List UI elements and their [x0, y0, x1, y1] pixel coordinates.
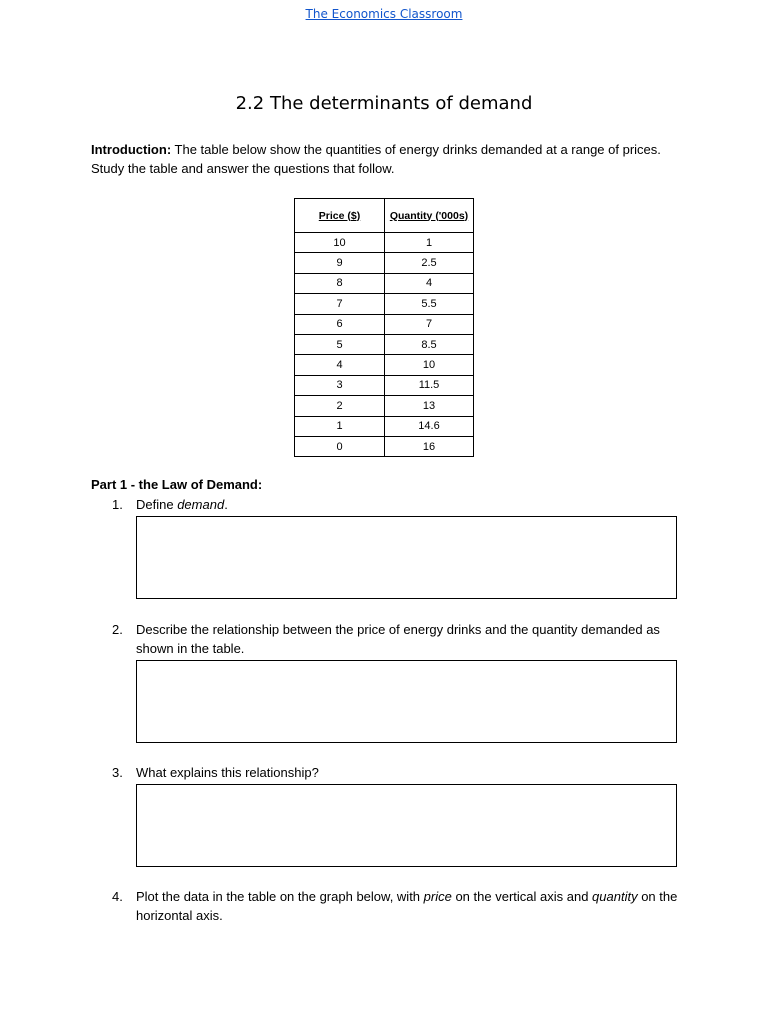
answer-box-1[interactable]	[136, 516, 677, 599]
price-column-header: Price ($)	[295, 199, 385, 233]
table-row	[295, 253, 474, 273]
quantity-cell: 14.6	[385, 416, 474, 436]
quantity-cell: 10	[385, 355, 474, 375]
question-number: 4.	[112, 889, 123, 904]
quantity-cell: 1	[385, 233, 474, 253]
question-text: What explains this relationship?	[136, 765, 319, 780]
question-text: Define demand.	[136, 497, 228, 512]
table-row	[295, 334, 474, 354]
price-cell: 2	[295, 396, 385, 416]
table-row	[295, 396, 474, 416]
table-row	[295, 436, 474, 456]
price-cell: 7	[295, 294, 385, 314]
price-cell: 8	[295, 273, 385, 293]
quantity-cell: 5.5	[385, 294, 474, 314]
question-number: 3.	[112, 765, 123, 780]
table-row	[295, 416, 474, 436]
intro-paragraph	[91, 140, 681, 178]
header-link[interactable]: The Economics Classroom	[305, 7, 463, 21]
page-title: 2.2 The determinants of demand	[235, 93, 533, 114]
quantity-cell: 13	[385, 396, 474, 416]
question-text: Describe the relationship between the price of energy drinks and the quantity demanded as shown in the table.	[136, 622, 660, 656]
price-cell: 6	[295, 314, 385, 334]
quantity-cell: 4	[385, 273, 474, 293]
answer-box-3[interactable]	[136, 784, 677, 867]
quantity-cell: 8.5	[385, 334, 474, 354]
table-row	[295, 294, 474, 314]
quantity-cell: 16	[385, 436, 474, 456]
price-quantity-table	[294, 198, 474, 457]
price-cell: 9	[295, 253, 385, 273]
question-number: 2.	[112, 622, 123, 637]
quantity-cell: 2.5	[385, 253, 474, 273]
question-text: Plot the data in the table on the graph below, with price on the vertical axis and quantity on the horizontal axis.	[136, 889, 678, 923]
price-cell: 3	[295, 375, 385, 395]
table-header-row	[295, 199, 474, 233]
part1-heading: Part 1 - the Law of Demand:	[91, 477, 263, 492]
table-row	[295, 233, 474, 253]
intro-text: The table below show the quantities of energy drinks demanded at a range of prices. Study the table and answer the questions that follow.	[91, 142, 661, 176]
price-cell: 1	[295, 416, 385, 436]
price-cell: 5	[295, 334, 385, 354]
price-cell: 4	[295, 355, 385, 375]
table-row	[295, 375, 474, 395]
quantity-cell: 11.5	[385, 375, 474, 395]
price-cell: 10	[295, 233, 385, 253]
question-number: 1.	[112, 497, 123, 512]
quantity-cell: 7	[385, 314, 474, 334]
intro-label: Introduction:	[91, 142, 172, 157]
price-cell: 0	[295, 436, 385, 456]
quantity-column-header: Quantity ('000s)	[385, 199, 474, 233]
table-row	[295, 273, 474, 293]
answer-box-2[interactable]	[136, 660, 677, 743]
table-row	[295, 355, 474, 375]
table-row	[295, 314, 474, 334]
